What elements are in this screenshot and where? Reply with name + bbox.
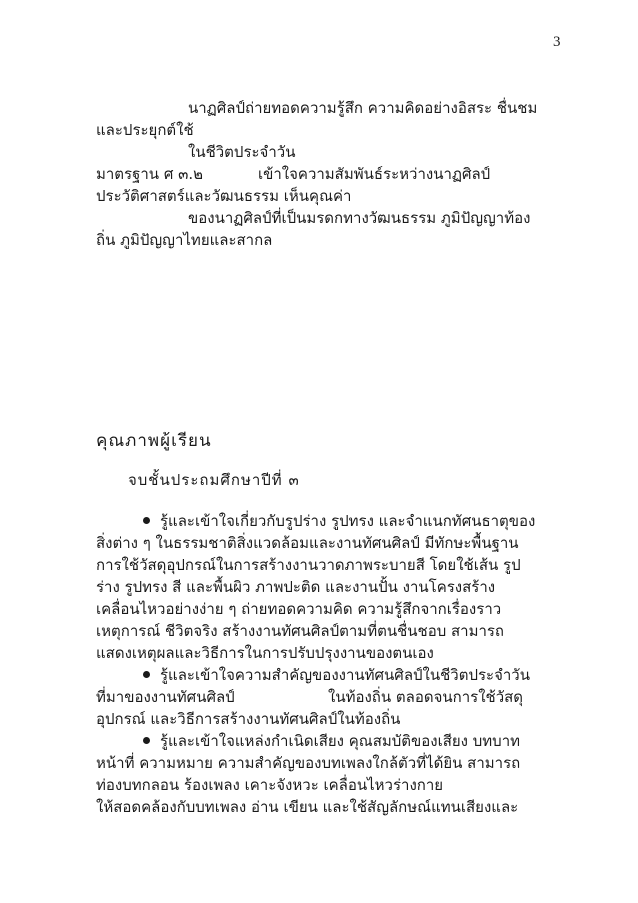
- bullet-1-line: สิ่งต่าง ๆ ในธรรมชาติสิ่งแวดล้อมและงานทัศนศิลป์ มีทักษะพื้นฐาน: [96, 534, 519, 552]
- standard-line-6: ของนาฏศิลป์ที่เป็นมรดกทางวัฒนธรรม ภูมิปัญญาท้อง: [188, 209, 531, 227]
- bullet-1-line: เหตุการณ์ ชีวิตจริง สร้างงานทัศนศิลป์ตามที่ตนชื่นชอบ สามารถ: [96, 622, 505, 640]
- bullet-1-line: แสดงเหตุผลและวิธีการในการปรับปรุงงานของตนเอง: [96, 644, 434, 662]
- bullet-dot: [143, 737, 150, 744]
- standard-label: มาตรฐาน ศ ๓.๒: [96, 165, 204, 183]
- standard-line-5: ประวัติศาสตร์และวัฒนธรรม เห็นคุณค่า: [96, 187, 352, 205]
- standard-line-7: ถิ่น ภูมิปัญญาไทยและสากล: [96, 231, 273, 249]
- bullet-1-first-line: [143, 511, 535, 531]
- bullet-1-line: การใช้วัสดุอุปกรณ์ในการสร้างงานวาดภาพระบายสี โดยใช้เส้น รูป: [96, 556, 521, 574]
- bullet-3-line: หน้าที่ ความหมาย ความสำคัญของบทเพลงใกล้ตัวที่ได้ยิน สามารถ: [96, 754, 521, 772]
- standard-line-3: ในชีวิตประจำวัน: [188, 143, 296, 161]
- bullet-2-first-line: [143, 665, 530, 685]
- bullet-2-text: รู้และเข้าใจความสำคัญของงานทัศนศิลป์ในชีวิตประจำวัน: [160, 666, 530, 684]
- bullet-dot: [143, 517, 150, 524]
- bullet-2-line-b: ในท้องถิ่น ตลอดจนการใช้วัสดุ: [328, 688, 524, 706]
- bullet-2-line: อุปกรณ์ และวิธีการสร้างงานทัศนศิลป์ในท้องถิ่น: [96, 710, 401, 728]
- bullet-3-text: รู้และเข้าใจแหล่งกำเนิดเสียง คุณสมบัติของเสียง บทบาท: [160, 732, 520, 750]
- bullet-1-line: เคลื่อนไหวอย่างง่าย ๆ ถ่ายทอดความคิด ความรู้สึกจากเรื่องราว: [96, 600, 502, 618]
- bullet-dot: [143, 671, 150, 678]
- bullet-3-first-line: [143, 731, 520, 751]
- standard-line-2: และประยุกต์ใช้: [96, 121, 194, 139]
- quality-heading: คุณภาพผู้เรียน: [96, 431, 212, 451]
- bullet-2-line-a: ที่มาของงานทัศนศิลป์: [96, 688, 235, 706]
- bullet-1-text: รู้และเข้าใจเกี่ยวกับรูปร่าง รูปทรง และจำแนกทัศนธาตุของ: [160, 512, 536, 530]
- page-number: 3: [553, 34, 561, 50]
- standard-text: เข้าใจความสัมพันธ์ระหว่างนาฏศิลป์: [258, 165, 491, 183]
- bullet-3-line: ให้สอดคล้องกับบทเพลง อ่าน เขียน และใช้สัญลักษณ์แทนเสียงและ: [96, 798, 519, 816]
- grade-heading: จบชั้นประถมศึกษาปีที่ ๓: [128, 471, 300, 489]
- standard-line-1: นาฏศิลป์ถ่ายทอดความรู้สึก ความคิดอย่างอิสระ ชื่นชม: [188, 99, 538, 117]
- bullet-3-line: ท่องบทกลอน ร้องเพลง เคาะจังหวะ เคลื่อนไหวร่างกาย: [96, 776, 444, 794]
- bullet-1-line: ร่าง รูปทรง สี และพื้นผิว ภาพปะติด และงานปั้น งานโครงสร้าง: [96, 578, 496, 596]
